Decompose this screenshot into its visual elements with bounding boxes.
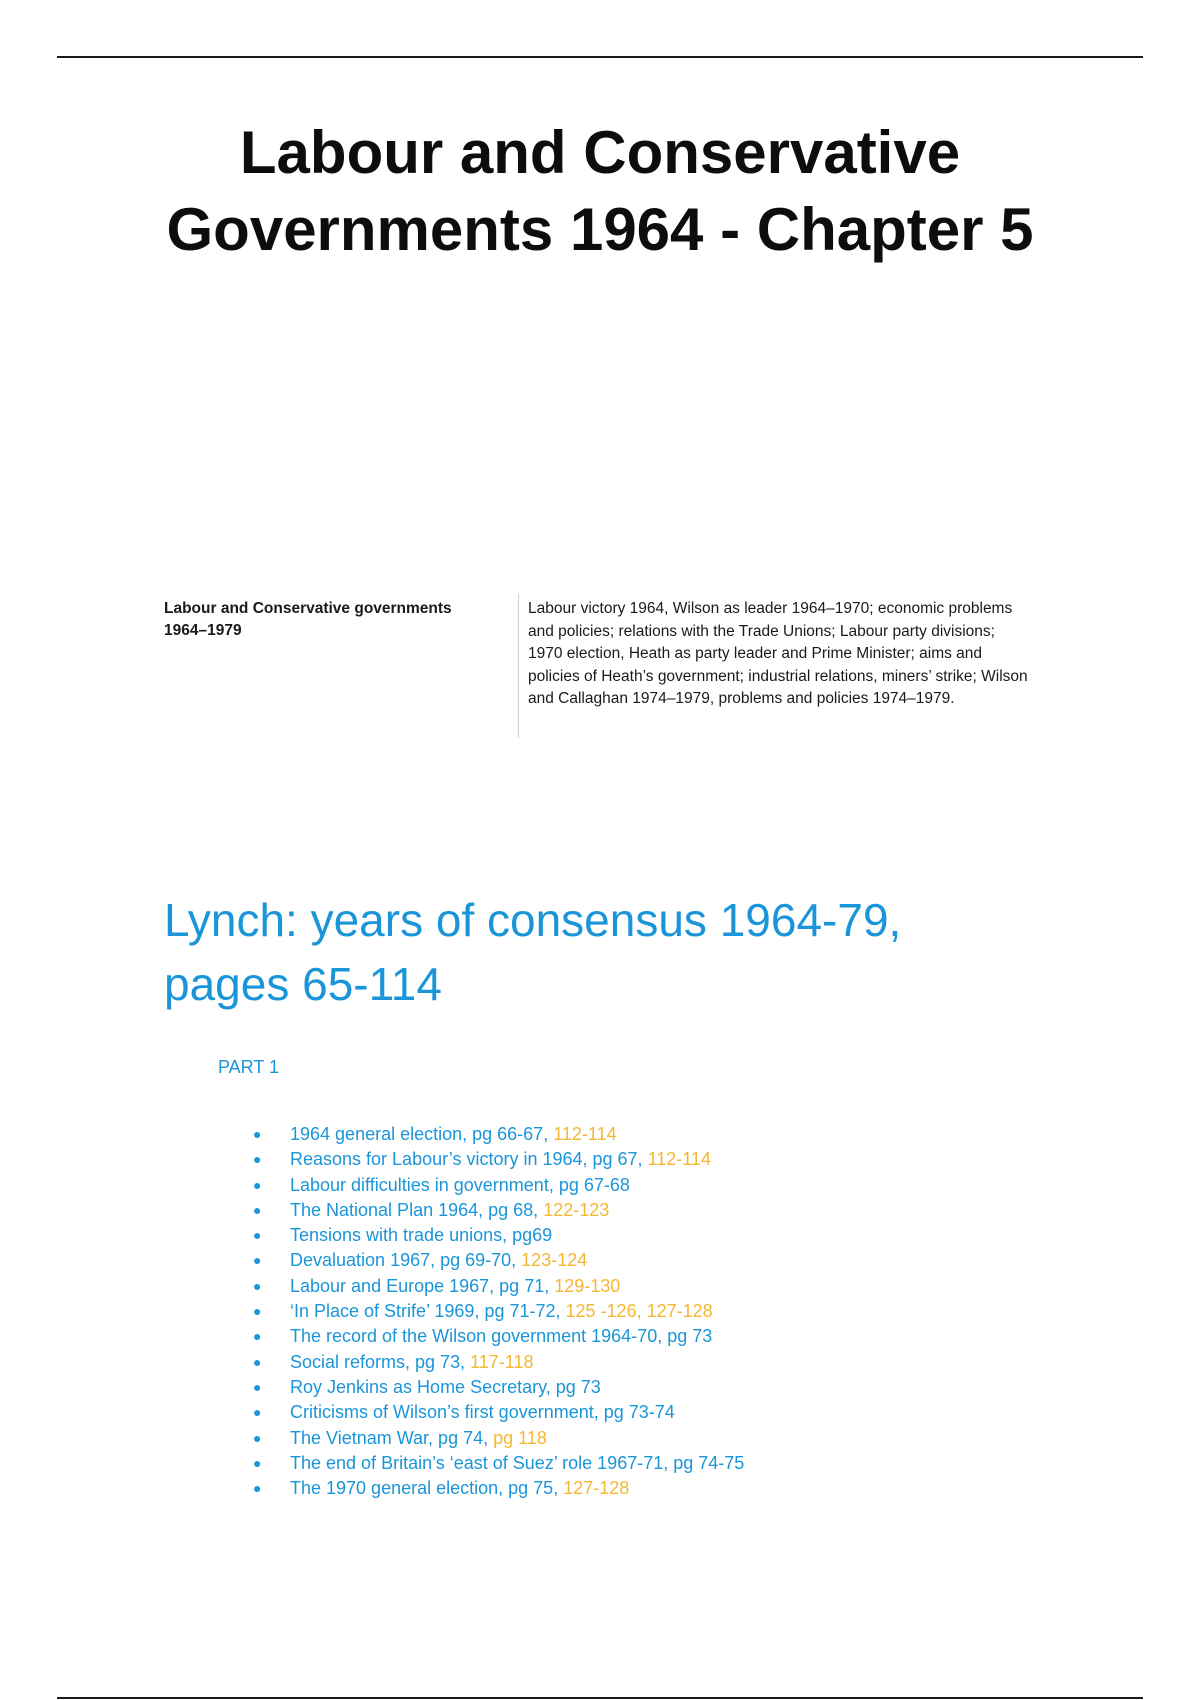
list-item: [253, 1248, 1053, 1273]
bullet-icon: ●: [253, 1252, 262, 1269]
bullet-icon: ●: [253, 1201, 262, 1218]
item-text: Labour difficulties in government, pg 67-68: [290, 1174, 630, 1195]
list-item: [253, 1350, 1053, 1375]
list-item: [253, 1324, 1053, 1349]
page-reference: 122-123: [543, 1199, 610, 1220]
list-item: [253, 1223, 1053, 1248]
item-text: Roy Jenkins as Home Secretary, pg 73: [290, 1376, 601, 1397]
page-reference: 123-124: [521, 1250, 588, 1271]
list-item: [253, 1122, 1053, 1147]
bullet-icon: ●: [253, 1404, 262, 1421]
bullet-icon: ●: [253, 1126, 262, 1142]
page-reference: 112-114: [647, 1149, 711, 1170]
list-item: [253, 1426, 1053, 1451]
item-text: Labour and Europe 1967, pg 71,: [290, 1275, 555, 1296]
bullet-icon: ●: [253, 1378, 262, 1395]
item-text: ‘In Place of Strife’ 1969, pg 71-72,: [290, 1301, 566, 1322]
page-reference: 117-118: [470, 1351, 534, 1372]
page-reference: 112-114: [553, 1124, 617, 1144]
page-reference: pg 118: [493, 1427, 547, 1448]
bullet-icon: ●: [253, 1303, 262, 1320]
item-text: 1964 general election, pg 66-67,: [290, 1124, 554, 1144]
item-text: Social reforms, pg 73,: [290, 1351, 471, 1372]
bullet-icon: ●: [253, 1353, 262, 1370]
item-text: Criticisms of Wilson’s first government, pg 73-74: [290, 1402, 675, 1423]
bullet-icon: ●: [253, 1454, 262, 1471]
specification-table: [164, 594, 1034, 738]
topic-list: [253, 1122, 1053, 1501]
bullet-icon: ●: [253, 1480, 262, 1497]
spec-column-divider: [518, 594, 519, 738]
list-item: [253, 1476, 1053, 1501]
list-item: [253, 1198, 1053, 1223]
document-title: [100, 114, 1100, 268]
bullet-icon: ●: [253, 1227, 262, 1244]
item-text: The 1970 general election, pg 75,: [290, 1478, 564, 1499]
list-item: [253, 1299, 1053, 1324]
list-item: [253, 1451, 1053, 1476]
list-item: [253, 1147, 1053, 1172]
item-text: The record of the Wilson government 1964-70, pg 73: [290, 1326, 713, 1347]
top-rule: [57, 56, 1143, 58]
item-text: Devaluation 1967, pg 69-70,: [290, 1250, 522, 1271]
bullet-icon: ●: [253, 1328, 262, 1345]
item-text: Reasons for Labour’s victory in 1964, pg 67,: [290, 1149, 648, 1170]
page-reference: 127-128: [563, 1478, 630, 1499]
item-text: The Vietnam War, pg 74,: [290, 1427, 494, 1448]
list-item: [253, 1173, 1053, 1198]
section-heading: [164, 888, 1064, 1016]
document-title-line-2: Governments 1964 - Chapter 5: [166, 196, 1034, 263]
item-text: The end of Britain’s ‘east of Suez’ role 1967-71, pg 74-75: [290, 1452, 745, 1473]
list-item: [253, 1375, 1053, 1400]
list-item: [253, 1400, 1053, 1425]
bullet-icon: ●: [253, 1277, 262, 1294]
bullet-icon: ●: [253, 1151, 262, 1168]
section-heading-line-1: Lynch: years of consensus 1964-79,: [164, 894, 902, 946]
spec-topic-content: Labour victory 1964, Wilson as leader 1964–1970; economic problems and policies; relations with the Trade Unions; Labour party divisions; 1970 election, Heath as party leader and Prime Minister; aims and policies of Heath’s government; industrial relations, miners’ strike; Wilson and Callaghan 1974–1979, problems and policies 1974–1979.: [528, 600, 1028, 708]
bullet-icon: ●: [253, 1176, 262, 1193]
item-text: Tensions with trade unions, pg69: [290, 1225, 553, 1246]
bottom-rule: [57, 1697, 1143, 1699]
document-title-line-1: Labour and Conservative: [239, 119, 961, 186]
list-item: [253, 1274, 1053, 1299]
bullet-icon: ●: [253, 1429, 262, 1446]
section-heading-line-2: pages 65-114: [164, 958, 442, 1010]
part-label: PART 1: [218, 1057, 280, 1077]
page-reference: 129-130: [554, 1275, 621, 1296]
item-text: The National Plan 1964, pg 68,: [290, 1199, 544, 1220]
page-reference: 125 -126, 127-128: [565, 1301, 713, 1322]
spec-topic-heading: Labour and Conservative governments 1964–1979: [164, 600, 452, 639]
